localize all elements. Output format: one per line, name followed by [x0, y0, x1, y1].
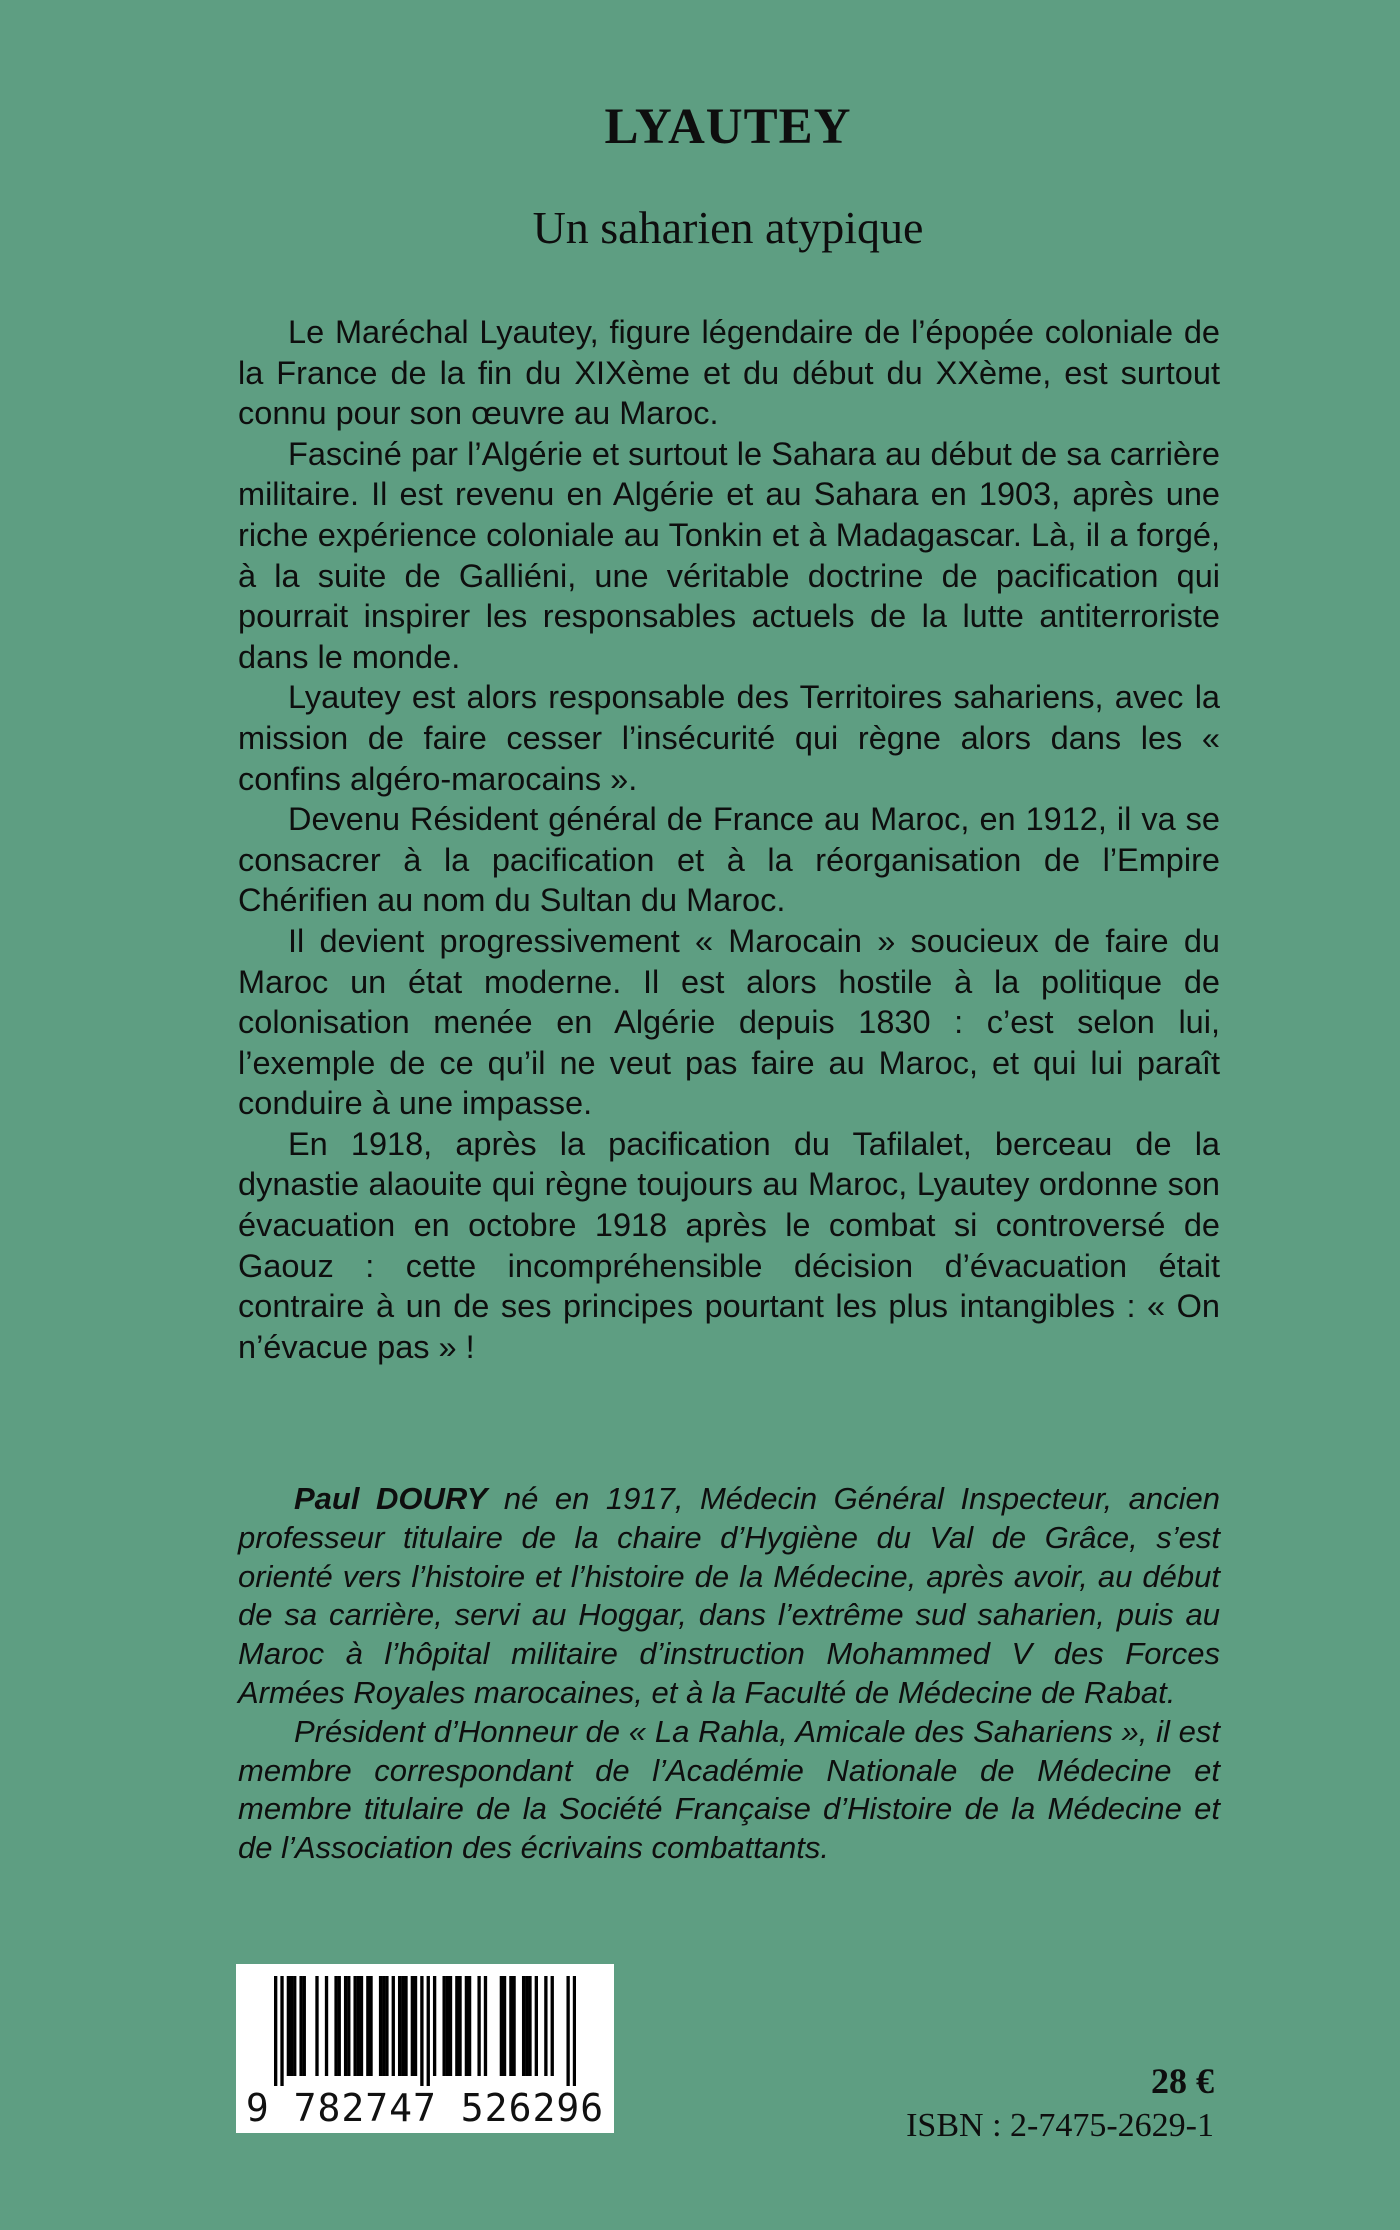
barcode-bar [303, 1976, 306, 2076]
barcode-bar [369, 1976, 372, 2076]
price: 28 € [1151, 2061, 1214, 2101]
barcode-bar [522, 1976, 525, 2076]
barcode-bar [411, 1976, 414, 2076]
barcode-bar [280, 1976, 283, 2086]
barcode-bar [360, 1976, 363, 2076]
blurb-paragraph: Il devient progressivement « Marocain » soucieux de faire du Maroc un état moderne. Il est alors hostile à la politique de colonisation menée en Algérie depuis 1830 : c’est selon lui, l’exemple de ce qu’il ne veut pas faire au Maroc, et qui lui paraît conduire à une impasse. [238, 922, 1220, 1122]
book-title: LYAUTEY [604, 99, 852, 155]
barcode-bar [525, 1976, 528, 2076]
author-name: Paul DOURY [294, 1481, 488, 1516]
barcode-bar [544, 1976, 547, 2076]
barcode-bars [274, 1976, 576, 2086]
barcode-bar [465, 1976, 468, 2076]
barcode-bar [315, 1976, 318, 2076]
blurb-paragraph: En 1918, après la pacification du Tafilalet, berceau de la dynastie alaouite qui règne toujours au Maroc, Lyautey ordonne son évacuation en octobre 1918 après le combat si controversé de Gaouz : cette incompréhensible décision d’évacuation était contraire à un de ses principes pourtant les plus intangibles : « On n’évacue pas » ! [238, 1125, 1220, 1365]
barcode-bar [392, 1976, 395, 2076]
author-bio-paragraph-2: Président d’Honneur de « La Rahla, Amicale des Sahariens », il est membre correspondant de l’Académie Nationale de Médecine et membre titulaire de la Société Française d’Histoire de la Médecine et de l’Association des écrivains combattants. [238, 1713, 1220, 1866]
blurb-paragraph: Lyautey est alors responsable des Territoires sahariens, avec la mission de faire cesser l’insécurité qui règne alors dans les « confins algéro-marocains ». [238, 679, 1220, 797]
barcode-bar [357, 1976, 360, 2076]
barcode-bar [512, 1976, 515, 2076]
blurb-paragraph: Le Maréchal Lyautey, figure légendaire de l’épopée coloniale de la France de la fin du XIXème et du début du XXème, est surtout connu pour son œuvre au Maroc. [238, 314, 1220, 432]
barcode-bar [325, 1976, 328, 2076]
author-bio [238, 1480, 1220, 1868]
barcode-bar [338, 1976, 341, 2076]
barcode-bar [385, 1976, 388, 2076]
barcode-bar [347, 1976, 350, 2076]
barcode-bar [290, 1976, 293, 2076]
barcode-bar [500, 1976, 503, 2076]
barcode-bar [551, 1976, 554, 2076]
barcode-bar [334, 1976, 337, 2076]
blurb-paragraph: Fasciné par l’Algérie et surtout le Sahara au début de sa carrière militaire. Il est revenu en Algérie et au Sahara en 1903, après une riche expérience coloniale au Tonkin et à Madagascar. Là, il a forgé, à la suite de Galliéni, une véritable doctrine de pacification qui pourrait inspirer les responsables actuels de la lutte antiterroriste dans le monde. [238, 435, 1220, 675]
isbn: ISBN : 2-7475-2629-1 [906, 2107, 1214, 2144]
barcode-bar [573, 1976, 576, 2086]
author-bio-paragraph [238, 1480, 1220, 1713]
blurb [238, 312, 1220, 1367]
barcode-bar [442, 1976, 445, 2076]
barcode-bar [420, 1976, 423, 2086]
barcode-bar [477, 1976, 480, 2076]
barcode-bar [287, 1976, 290, 2076]
barcode-bar [449, 1976, 452, 2076]
barcode-bar [344, 1976, 347, 2076]
barcode-bar [446, 1976, 449, 2076]
barcode-bar [379, 1976, 382, 2076]
barcode-bar [398, 1976, 401, 2076]
barcode [236, 1964, 614, 2133]
barcode-bar [528, 1976, 531, 2076]
barcode-bar [293, 1976, 296, 2076]
barcode-bar [566, 1976, 569, 2086]
barcode-bar [353, 1976, 356, 2076]
barcode-bar [468, 1976, 471, 2076]
barcode-bar [433, 1976, 436, 2076]
barcode-bar [535, 1976, 538, 2076]
barcode-bar [382, 1976, 385, 2076]
barcode-bar [484, 1976, 487, 2076]
barcode-bar [274, 1976, 277, 2086]
barcode-bar [299, 1976, 302, 2076]
barcode-bar [458, 1976, 461, 2076]
barcode-bar [509, 1976, 512, 2076]
barcode-digits: 9 782747 526296 [245, 2086, 605, 2130]
barcode-bar [414, 1976, 417, 2076]
book-subtitle: Un saharien atypique [532, 202, 924, 253]
author-bio-first: né en 1917, Médecin Général Inspecteur, ancien professeur titulaire de la chaire d’Hygiène du Val de Grâce, s’est orienté vers l’histoire et l’histoire de la Médecine, après avoir, au début de sa carrière, servi au Hoggar, dans l’extrême sud saharien, puis au Maroc à l’hôpital militaire d’instruction Mohammed V des Forces Armées Royales marocaines, et à la Faculté de Médecine de Rabat. [238, 1481, 1220, 1710]
barcode-bar [503, 1976, 506, 2076]
barcode-bar [401, 1976, 404, 2076]
barcode-bar [404, 1976, 407, 2076]
barcode-bar [427, 1976, 430, 2086]
barcode-bar [366, 1976, 369, 2076]
barcode-bar [455, 1976, 458, 2076]
blurb-paragraph: Devenu Résident général de France au Maroc, en 1912, il va se consacrer à la pacification et à la réorganisation de l’Empire Chérifien au nom du Sultan du Maroc. [238, 801, 1220, 919]
